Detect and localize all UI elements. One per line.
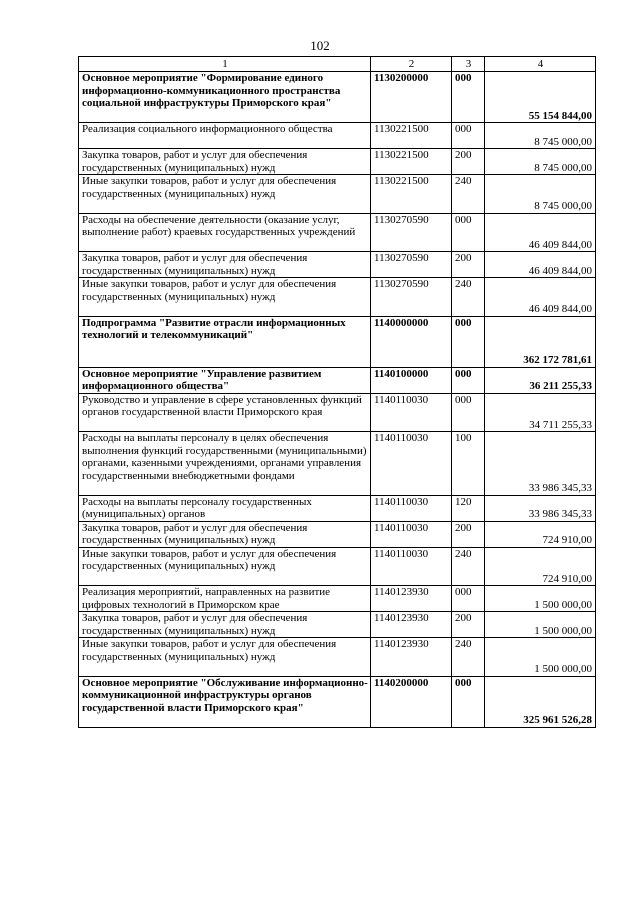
table-row bbox=[79, 495, 596, 521]
row-name: Иные закупки товаров, работ и услуг для обеспечения государственных (муниципальных) нужд bbox=[79, 278, 371, 317]
row-expense-type: 240 bbox=[452, 547, 485, 586]
row-expense-type: 000 bbox=[452, 123, 485, 149]
row-code: 1140000000 bbox=[371, 316, 452, 367]
row-expense-type: 000 bbox=[452, 316, 485, 367]
column-number-row bbox=[79, 57, 596, 72]
row-expense-type: 000 bbox=[452, 72, 485, 123]
table-row bbox=[79, 213, 596, 252]
budget-table bbox=[78, 56, 596, 728]
table-row bbox=[79, 586, 596, 612]
row-amount: 1 500 000,00 bbox=[485, 586, 596, 612]
row-code: 1130270590 bbox=[371, 278, 452, 317]
row-amount: 33 986 345,33 bbox=[485, 495, 596, 521]
row-name: Подпрограмма "Развитие отрасли информационных технологий и телекоммуникаций" bbox=[79, 316, 371, 367]
table-row bbox=[79, 149, 596, 175]
table-row bbox=[79, 278, 596, 317]
row-expense-type: 200 bbox=[452, 612, 485, 638]
table-row bbox=[79, 547, 596, 586]
column-header-1: 1 bbox=[79, 57, 371, 72]
row-amount: 325 961 526,28 bbox=[485, 676, 596, 727]
row-code: 1140110030 bbox=[371, 393, 452, 432]
row-amount: 46 409 844,00 bbox=[485, 252, 596, 278]
row-amount: 724 910,00 bbox=[485, 521, 596, 547]
row-code: 1130200000 bbox=[371, 72, 452, 123]
table-row bbox=[79, 123, 596, 149]
table-row bbox=[79, 521, 596, 547]
table-row bbox=[79, 638, 596, 677]
row-amount: 724 910,00 bbox=[485, 547, 596, 586]
row-expense-type: 200 bbox=[452, 149, 485, 175]
row-amount: 55 154 844,00 bbox=[485, 72, 596, 123]
row-name: Основное мероприятие "Обслуживание информационно-коммуникационной инфраструктуры органов государственной власти Приморского края" bbox=[79, 676, 371, 727]
row-amount: 36 211 255,33 bbox=[485, 367, 596, 393]
row-expense-type: 000 bbox=[452, 367, 485, 393]
row-code: 1130221500 bbox=[371, 175, 452, 214]
row-name: Иные закупки товаров, работ и услуг для обеспечения государственных (муниципальных) нужд bbox=[79, 547, 371, 586]
page-number: 102 bbox=[310, 38, 330, 53]
row-code: 1130270590 bbox=[371, 213, 452, 252]
row-amount: 33 986 345,33 bbox=[485, 432, 596, 496]
table-row bbox=[79, 367, 596, 393]
table-row bbox=[79, 175, 596, 214]
row-name: Закупка товаров, работ и услуг для обеспечения государственных (муниципальных) нужд bbox=[79, 612, 371, 638]
row-name: Закупка товаров, работ и услуг для обеспечения государственных (муниципальных) нужд bbox=[79, 252, 371, 278]
row-name: Расходы на выплаты персоналу в целях обеспечения выполнения функций государственными (муниципальными) органами, казенными учреждениями, органами управления государственными внебюджетными фондами bbox=[79, 432, 371, 496]
row-amount: 8 745 000,00 bbox=[485, 175, 596, 214]
row-name: Основное мероприятие "Управление развитием информационного общества" bbox=[79, 367, 371, 393]
row-code: 1140110030 bbox=[371, 432, 452, 496]
row-expense-type: 000 bbox=[452, 586, 485, 612]
table-row bbox=[79, 252, 596, 278]
table-row bbox=[79, 432, 596, 496]
row-name: Расходы на обеспечение деятельности (оказание услуг, выполнение работ) краевых государственных учреждений bbox=[79, 213, 371, 252]
row-name: Основное мероприятие "Формирование единого информационно-коммуникационного пространства социальной инфраструктуры Приморского края" bbox=[79, 72, 371, 123]
budget-table-body bbox=[79, 72, 596, 728]
row-code: 1140200000 bbox=[371, 676, 452, 727]
column-header-2: 2 bbox=[371, 57, 452, 72]
row-amount: 46 409 844,00 bbox=[485, 213, 596, 252]
row-expense-type: 000 bbox=[452, 393, 485, 432]
row-code: 1140123930 bbox=[371, 586, 452, 612]
row-amount: 1 500 000,00 bbox=[485, 638, 596, 677]
table-row bbox=[79, 676, 596, 727]
row-amount: 362 172 781,61 bbox=[485, 316, 596, 367]
column-header-4: 4 bbox=[485, 57, 596, 72]
row-name: Расходы на выплаты персоналу государственных (муниципальных) органов bbox=[79, 495, 371, 521]
row-amount: 8 745 000,00 bbox=[485, 123, 596, 149]
row-expense-type: 200 bbox=[452, 252, 485, 278]
row-code: 1130221500 bbox=[371, 123, 452, 149]
table-row bbox=[79, 612, 596, 638]
row-name: Иные закупки товаров, работ и услуг для обеспечения государственных (муниципальных) нужд bbox=[79, 638, 371, 677]
row-name: Реализация мероприятий, направленных на развитие цифровых технологий в Приморском крае bbox=[79, 586, 371, 612]
table-row bbox=[79, 72, 596, 123]
row-expense-type: 000 bbox=[452, 676, 485, 727]
row-amount: 1 500 000,00 bbox=[485, 612, 596, 638]
row-code: 1140123930 bbox=[371, 638, 452, 677]
row-code: 1140110030 bbox=[371, 547, 452, 586]
row-code: 1130270590 bbox=[371, 252, 452, 278]
row-code: 1140110030 bbox=[371, 495, 452, 521]
row-name: Иные закупки товаров, работ и услуг для обеспечения государственных (муниципальных) нужд bbox=[79, 175, 371, 214]
row-code: 1140123930 bbox=[371, 612, 452, 638]
row-name: Руководство и управление в сфере установленных функций органов государственной власти Приморского края bbox=[79, 393, 371, 432]
row-amount: 8 745 000,00 bbox=[485, 149, 596, 175]
row-code: 1130221500 bbox=[371, 149, 452, 175]
row-expense-type: 240 bbox=[452, 638, 485, 677]
row-amount: 34 711 255,33 bbox=[485, 393, 596, 432]
row-expense-type: 200 bbox=[452, 521, 485, 547]
row-name: Реализация социального информационного общества bbox=[79, 123, 371, 149]
row-code: 1140110030 bbox=[371, 521, 452, 547]
column-header-3: 3 bbox=[452, 57, 485, 72]
row-amount: 46 409 844,00 bbox=[485, 278, 596, 317]
row-expense-type: 240 bbox=[452, 278, 485, 317]
row-name: Закупка товаров, работ и услуг для обеспечения государственных (муниципальных) нужд bbox=[79, 521, 371, 547]
row-expense-type: 000 bbox=[452, 213, 485, 252]
row-code: 1140100000 bbox=[371, 367, 452, 393]
row-expense-type: 100 bbox=[452, 432, 485, 496]
table-row bbox=[79, 316, 596, 367]
row-expense-type: 120 bbox=[452, 495, 485, 521]
row-name: Закупка товаров, работ и услуг для обеспечения государственных (муниципальных) нужд bbox=[79, 149, 371, 175]
table-row bbox=[79, 393, 596, 432]
row-expense-type: 240 bbox=[452, 175, 485, 214]
